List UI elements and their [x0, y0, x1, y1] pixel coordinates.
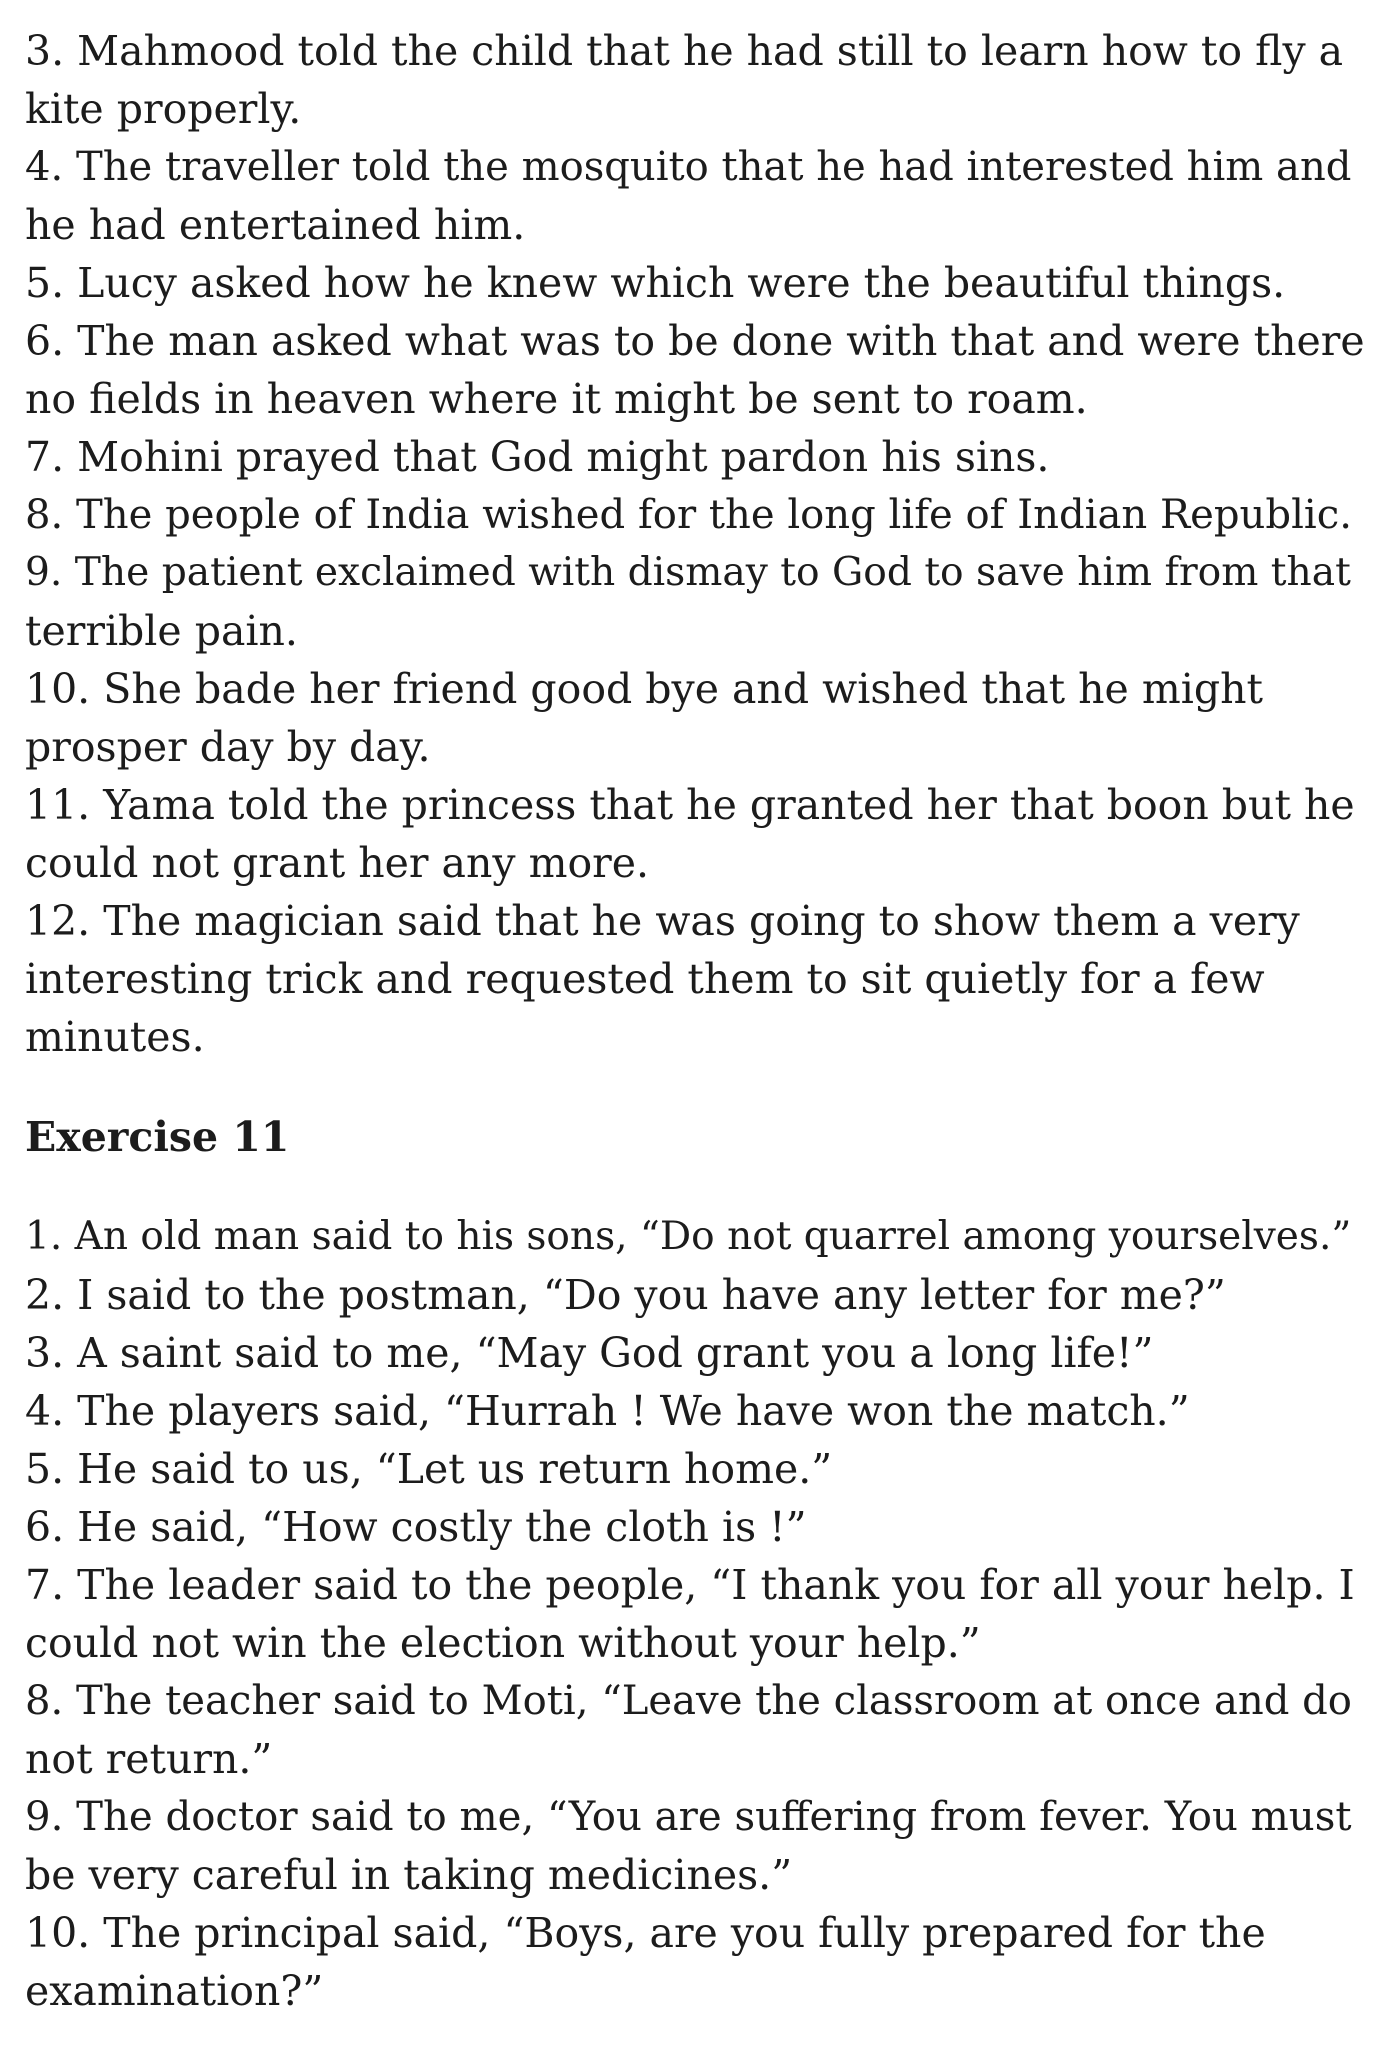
text-line: be very careful in taking medicines.” — [25, 1851, 793, 1899]
text-line: 11. Yama told the princess that he granted her that boon but he — [25, 781, 1355, 829]
text-line: 4. The players said, “Hurrah ! We have won the match.” — [25, 1387, 1190, 1435]
text-line: no fields in heaven where it might be sent to roam. — [25, 375, 1088, 423]
text-line: 2. I said to the postman, “Do you have any letter for me?” — [25, 1271, 1226, 1319]
text-line: kite properly. — [25, 85, 302, 133]
text-line: 7. Mohini prayed that God might pardon his sins. — [25, 433, 1050, 481]
document-page — [25, 22, 1365, 2020]
text-line: could not grant her any more. — [25, 839, 650, 887]
section1-answers — [25, 22, 1365, 1066]
text-line: 8. The teacher said to Moti, “Leave the classroom at once and do — [25, 1678, 1352, 1724]
text-line: 1. An old man said to his sons, “Do not quarrel among yourselves.” — [25, 1214, 1352, 1259]
text-line: he had entertained him. — [25, 201, 526, 249]
text-line: 10. She bade her friend good bye and wished that he might — [25, 665, 1263, 713]
text-line: 6. He said, “How costly the cloth is !” — [25, 1503, 807, 1551]
text-line: 12. The magician said that he was going to show them a very — [25, 897, 1300, 945]
text-line: could not win the election without your help.” — [25, 1619, 981, 1667]
text-line: not return.” — [25, 1735, 273, 1783]
exercise11-questions — [25, 1208, 1365, 2020]
text-line: 5. Lucy asked how he knew which were the beautiful things. — [25, 259, 1286, 307]
text-line: 7. The leader said to the people, “I thank you for all your help. I — [25, 1561, 1355, 1609]
exercise-heading: Exercise 11 — [25, 1113, 290, 1161]
text-line: 9. The patient exclaimed with dismay to God to save him from that — [25, 550, 1351, 595]
text-line: examination?” — [25, 1967, 324, 2015]
text-line: interesting trick and requested them to sit quietly for a few — [25, 955, 1265, 1003]
text-line: minutes. — [25, 1013, 205, 1061]
text-line: 6. The man asked what was to be done with that and were there — [25, 317, 1365, 365]
text-line: 10. The principal said, “Boys, are you fully prepared for the — [25, 1909, 1266, 1957]
text-line: 3. Mahmood told the child that he had still to learn how to fly a — [25, 27, 1344, 75]
text-line: terrible pain. — [25, 607, 298, 655]
text-line: prosper day by day. — [25, 723, 431, 771]
text-line: 3. A saint said to me, “May God grant you a long life!” — [25, 1329, 1154, 1377]
text-line: 5. He said to us, “Let us return home.” — [25, 1445, 833, 1493]
text-line: 8. The people of India wished for the long life of Indian Republic. — [25, 492, 1352, 538]
text-line: 4. The traveller told the mosquito that he had interested him and — [25, 144, 1352, 190]
text-line: 9. The doctor said to me, “You are suffering from fever. You must — [25, 1794, 1352, 1840]
